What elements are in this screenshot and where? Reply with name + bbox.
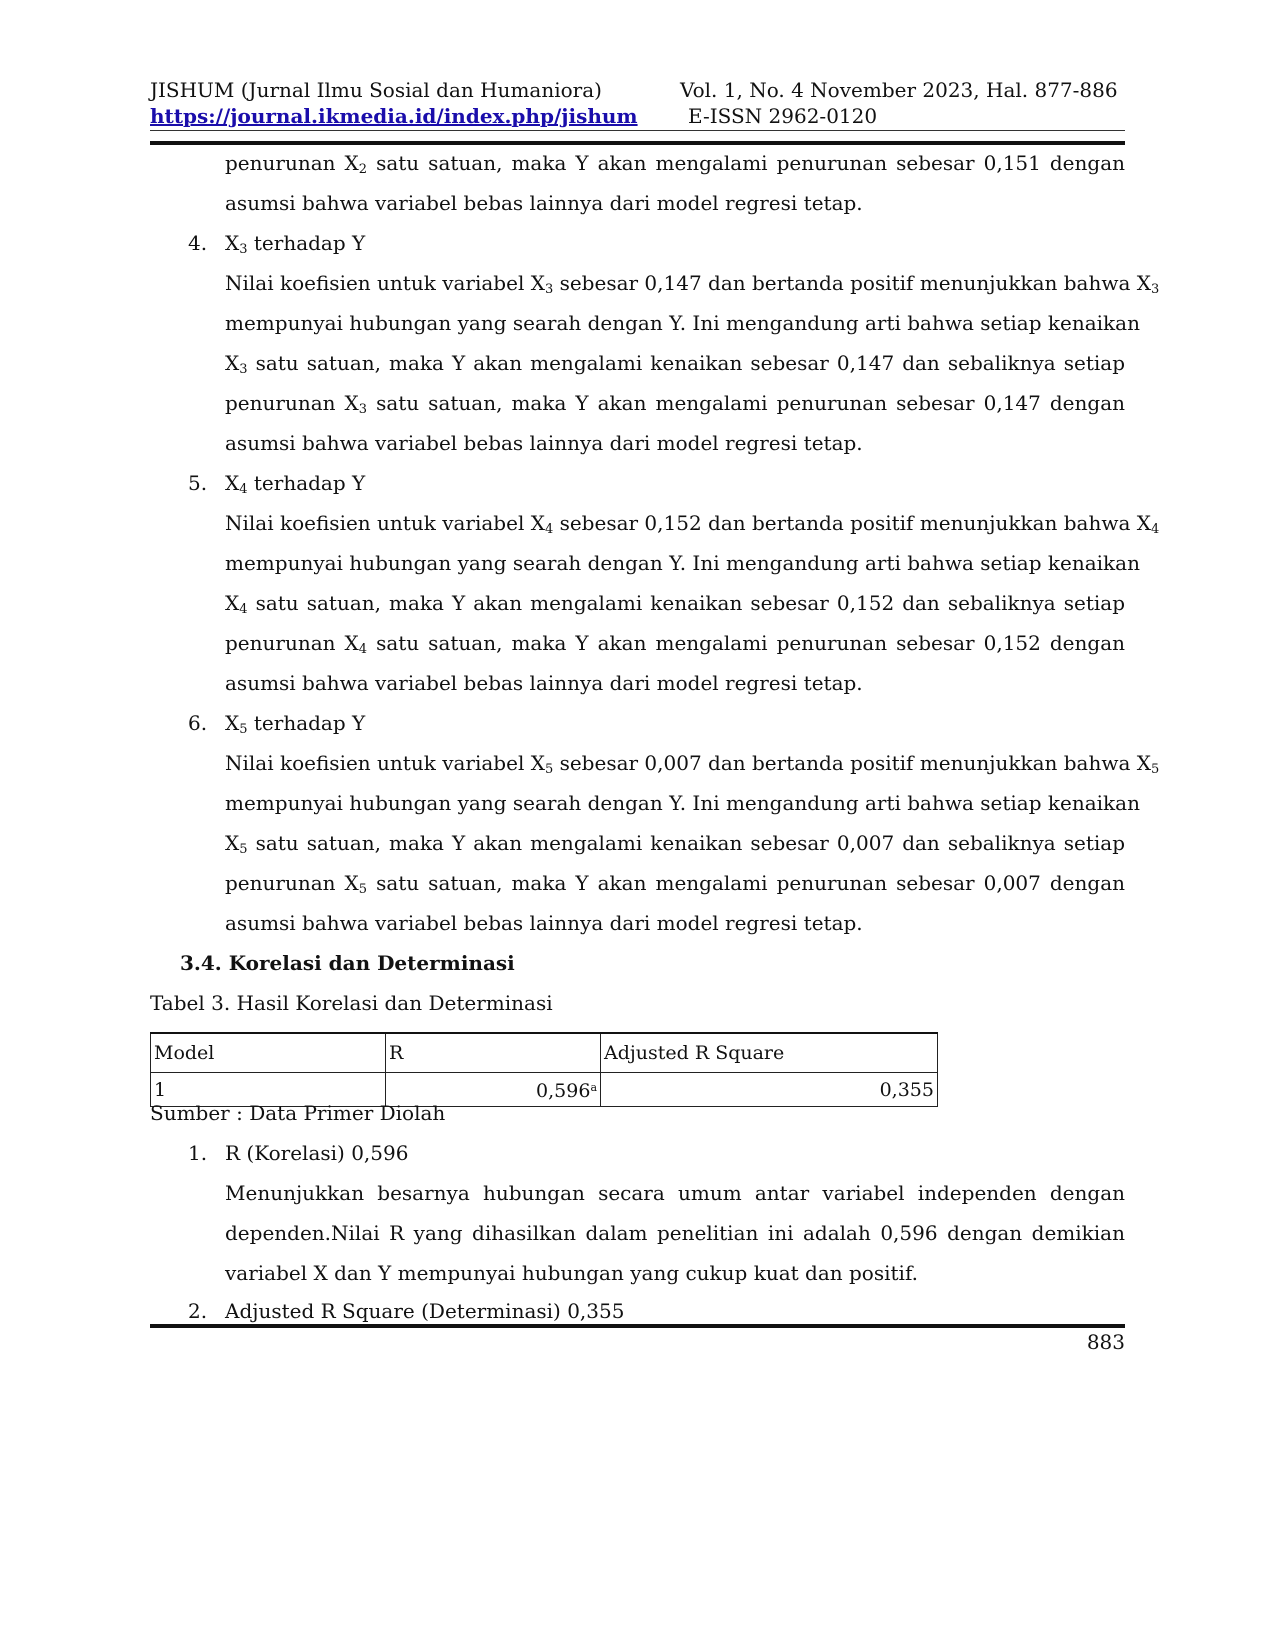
volume-info: Vol. 1, No. 4 November 2023, Hal. 877-886 — [680, 78, 1118, 102]
item-paragraph-line: Nilai koefisien untuk variabel $X_5$ sebesar 0,007 dan bertanda positif menunjukkan bahwa $X_5$ — [225, 751, 1160, 777]
header-rule-thick — [150, 141, 1125, 145]
item-paragraph-line: $X_5$ satu satuan, maka Y akan mengalami kenaikan sebesar 0,007 dan sebaliknya setiap — [225, 831, 1125, 857]
item-paragraph-line: $X_3$ satu satuan, maka Y akan mengalami kenaikan sebesar 0,147 dan sebaliknya setiap — [225, 351, 1125, 377]
table-source: Sumber : Data Primer Diolah — [150, 1101, 446, 1125]
continuation-line-1: penurunan $X_2$ satu satuan, maka Y akan mengalami penurunan sebesar 0,151 dengan — [225, 151, 1125, 177]
item-number: 6. — [188, 711, 208, 735]
item-title: $X_5$ terhadap Y — [225, 711, 366, 737]
item-number: 4. — [188, 231, 208, 255]
header-right — [680, 77, 1118, 129]
item-paragraph-line: penurunan $X_5$ satu satuan, maka Y akan mengalami penurunan sebesar 0,007 dengan — [225, 871, 1125, 897]
explain-paragraph-line: variabel X dan Y mempunyai hubungan yang cukup kuat dan positif. — [225, 1261, 918, 1285]
continuation-line-2: asumsi bahwa variabel bebas lainnya dari model regresi tetap. — [225, 191, 863, 215]
section-heading: 3.4. Korelasi dan Determinasi — [180, 951, 515, 975]
explain-paragraph-line: Menunjukkan besarnya hubungan secara umum antar variabel independen dengan — [225, 1181, 1125, 1205]
item-title: $X_3$ terhadap Y — [225, 231, 366, 257]
header-left — [150, 77, 638, 129]
results-table — [150, 1032, 938, 1107]
item-paragraph-line: asumsi bahwa variabel bebas lainnya dari model regresi tetap. — [225, 671, 863, 695]
table-header-cell: Model — [151, 1033, 386, 1073]
table-cell-model: 1 — [151, 1073, 386, 1107]
explain-number: 1. — [188, 1141, 208, 1165]
item-paragraph-line: asumsi bahwa variabel bebas lainnya dari model regresi tetap. — [225, 911, 863, 935]
item-paragraph-line: Nilai koefisien untuk variabel $X_4$ sebesar 0,152 dan bertanda positif menunjukkan bahwa $X_4$ — [225, 511, 1160, 537]
explain-title: Adjusted R Square (Determinasi) 0,355 — [225, 1299, 625, 1323]
explain-title: R (Korelasi) 0,596 — [225, 1141, 409, 1165]
item-paragraph-line: mempunyai hubungan yang searah dengan Y. Ini mengandung arti bahwa setiap kenaikan — [225, 791, 1140, 815]
issn: E-ISSN 2962-0120 — [688, 104, 878, 128]
item-paragraph-line: $X_4$ satu satuan, maka Y akan mengalami kenaikan sebesar 0,152 dan sebaliknya setiap — [225, 591, 1125, 617]
journal-url-link[interactable]: https://journal.ikmedia.id/index.php/jishum — [150, 104, 638, 128]
journal-title: JISHUM (Jurnal Ilmu Sosial dan Humaniora) — [150, 78, 602, 102]
item-paragraph-line: mempunyai hubungan yang searah dengan Y. Ini mengandung arti bahwa setiap kenaikan — [225, 311, 1140, 335]
explain-paragraph-line: dependen.Nilai R yang dihasilkan dalam penelitian ini adalah 0,596 dengan demikian — [225, 1221, 1125, 1245]
item-paragraph-line: asumsi bahwa variabel bebas lainnya dari model regresi tetap. — [225, 431, 863, 455]
explain-number: 2. — [188, 1299, 208, 1323]
item-number: 5. — [188, 471, 208, 495]
table-caption: Tabel 3. Hasil Korelasi dan Determinasi — [150, 991, 553, 1015]
header-rule-thin — [150, 130, 1125, 131]
table-header-cell: R — [386, 1033, 601, 1073]
table-cell-r: 0,596$^a$ — [386, 1073, 601, 1107]
table-cell-adjusted-r-square: 0,355 — [601, 1073, 938, 1107]
item-paragraph-line: Nilai koefisien untuk variabel $X_3$ sebesar 0,147 dan bertanda positif menunjukkan bahwa $X_3$ — [225, 271, 1160, 297]
table-header-cell: Adjusted R Square — [601, 1033, 938, 1073]
item-paragraph-line: penurunan $X_3$ satu satuan, maka Y akan mengalami penurunan sebesar 0,147 dengan — [225, 391, 1125, 417]
item-paragraph-line: mempunyai hubungan yang searah dengan Y. Ini mengandung arti bahwa setiap kenaikan — [225, 551, 1140, 575]
item-title: $X_4$ terhadap Y — [225, 471, 366, 497]
item-paragraph-line: penurunan $X_4$ satu satuan, maka Y akan mengalami penurunan sebesar 0,152 dengan — [225, 631, 1125, 657]
table-header-row — [151, 1033, 938, 1073]
page-number: 883 — [1086, 1330, 1125, 1354]
footer-rule — [150, 1324, 1125, 1328]
